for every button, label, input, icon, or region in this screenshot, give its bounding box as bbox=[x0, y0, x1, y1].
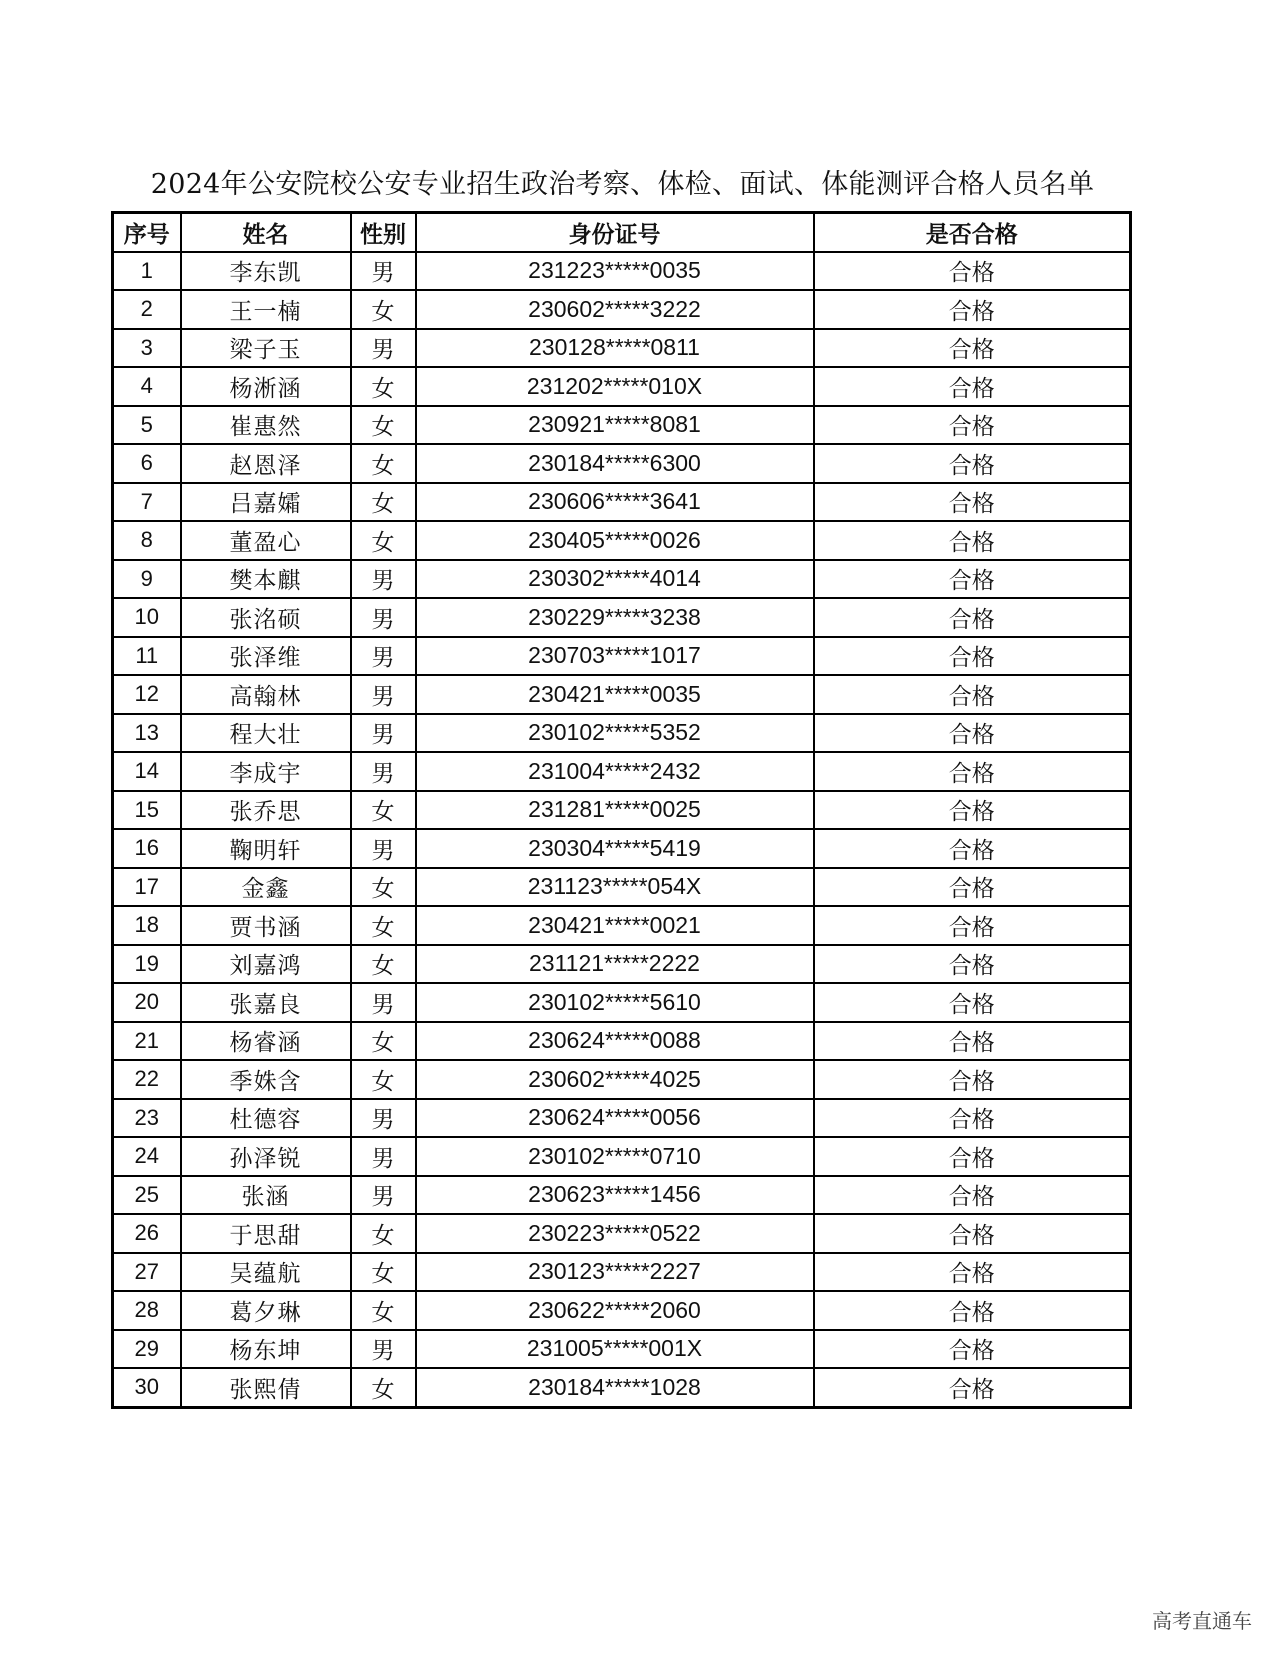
cell-no: 27 bbox=[113, 1253, 181, 1292]
cell-name: 金鑫 bbox=[181, 868, 351, 907]
cell-name: 杨东坤 bbox=[181, 1330, 351, 1369]
cell-result: 合格 bbox=[814, 906, 1131, 945]
cell-no: 13 bbox=[113, 714, 181, 753]
cell-result: 合格 bbox=[814, 598, 1131, 637]
table-row bbox=[113, 329, 1131, 368]
cell-name: 吕嘉孀 bbox=[181, 483, 351, 522]
cell-result: 合格 bbox=[814, 252, 1131, 291]
cell-no: 23 bbox=[113, 1099, 181, 1138]
cell-no: 24 bbox=[113, 1137, 181, 1176]
cell-no: 7 bbox=[113, 483, 181, 522]
cell-result: 合格 bbox=[814, 1176, 1131, 1215]
cell-no: 18 bbox=[113, 906, 181, 945]
cell-name: 高翰林 bbox=[181, 675, 351, 714]
cell-id-number: 230624*****0056 bbox=[416, 1099, 814, 1138]
cell-id-number: 230421*****0021 bbox=[416, 906, 814, 945]
cell-no: 4 bbox=[113, 367, 181, 406]
cell-result: 合格 bbox=[814, 791, 1131, 830]
table-row bbox=[113, 290, 1131, 329]
cell-gender: 女 bbox=[351, 1060, 416, 1099]
cell-gender: 男 bbox=[351, 1099, 416, 1138]
cell-no: 30 bbox=[113, 1368, 181, 1407]
cell-gender: 男 bbox=[351, 637, 416, 676]
cell-id-number: 231005*****001X bbox=[416, 1330, 814, 1369]
table-row bbox=[113, 1214, 1131, 1253]
cell-no: 17 bbox=[113, 868, 181, 907]
cell-result: 合格 bbox=[814, 1137, 1131, 1176]
header-name: 姓名 bbox=[181, 213, 351, 252]
qualified-list-table bbox=[111, 211, 1132, 1409]
cell-result: 合格 bbox=[814, 752, 1131, 791]
table-row bbox=[113, 752, 1131, 791]
table-row bbox=[113, 1368, 1131, 1407]
cell-result: 合格 bbox=[814, 444, 1131, 483]
cell-no: 2 bbox=[113, 290, 181, 329]
cell-id-number: 230703*****1017 bbox=[416, 637, 814, 676]
cell-gender: 女 bbox=[351, 1291, 416, 1330]
cell-gender: 男 bbox=[351, 560, 416, 599]
cell-gender: 女 bbox=[351, 791, 416, 830]
table-row bbox=[113, 675, 1131, 714]
cell-name: 李成宇 bbox=[181, 752, 351, 791]
cell-name: 张嘉良 bbox=[181, 983, 351, 1022]
cell-id-number: 230405*****0026 bbox=[416, 521, 814, 560]
table-row bbox=[113, 1330, 1131, 1369]
cell-id-number: 230421*****0035 bbox=[416, 675, 814, 714]
cell-name: 崔惠然 bbox=[181, 406, 351, 445]
cell-id-number: 230602*****3222 bbox=[416, 290, 814, 329]
cell-no: 11 bbox=[113, 637, 181, 676]
cell-id-number: 230304*****5419 bbox=[416, 829, 814, 868]
cell-result: 合格 bbox=[814, 1291, 1131, 1330]
cell-result: 合格 bbox=[814, 560, 1131, 599]
cell-result: 合格 bbox=[814, 637, 1131, 676]
table-row bbox=[113, 1099, 1131, 1138]
cell-result: 合格 bbox=[814, 829, 1131, 868]
cell-no: 3 bbox=[113, 329, 181, 368]
cell-gender: 男 bbox=[351, 252, 416, 291]
cell-no: 8 bbox=[113, 521, 181, 560]
cell-name: 张乔思 bbox=[181, 791, 351, 830]
table-row bbox=[113, 521, 1131, 560]
cell-id-number: 230622*****2060 bbox=[416, 1291, 814, 1330]
cell-id-number: 230606*****3641 bbox=[416, 483, 814, 522]
cell-no: 10 bbox=[113, 598, 181, 637]
cell-name: 孙泽锐 bbox=[181, 1137, 351, 1176]
cell-result: 合格 bbox=[814, 868, 1131, 907]
cell-gender: 男 bbox=[351, 1176, 416, 1215]
cell-id-number: 231281*****0025 bbox=[416, 791, 814, 830]
cell-id-number: 230229*****3238 bbox=[416, 598, 814, 637]
cell-name: 张泽维 bbox=[181, 637, 351, 676]
cell-id-number: 230184*****1028 bbox=[416, 1368, 814, 1407]
cell-name: 吴蕴航 bbox=[181, 1253, 351, 1292]
table-row bbox=[113, 945, 1131, 984]
cell-name: 樊本麒 bbox=[181, 560, 351, 599]
table-row bbox=[113, 367, 1131, 406]
cell-name: 王一楠 bbox=[181, 290, 351, 329]
cell-id-number: 230921*****8081 bbox=[416, 406, 814, 445]
cell-name: 刘嘉鸿 bbox=[181, 945, 351, 984]
cell-no: 22 bbox=[113, 1060, 181, 1099]
table-row bbox=[113, 483, 1131, 522]
cell-gender: 男 bbox=[351, 829, 416, 868]
cell-id-number: 230623*****1456 bbox=[416, 1176, 814, 1215]
cell-name: 杨淅涵 bbox=[181, 367, 351, 406]
cell-gender: 男 bbox=[351, 329, 416, 368]
table-row bbox=[113, 1060, 1131, 1099]
cell-gender: 女 bbox=[351, 1253, 416, 1292]
cell-no: 16 bbox=[113, 829, 181, 868]
cell-name: 张涵 bbox=[181, 1176, 351, 1215]
cell-name: 杜德容 bbox=[181, 1099, 351, 1138]
cell-result: 合格 bbox=[814, 714, 1131, 753]
cell-result: 合格 bbox=[814, 329, 1131, 368]
cell-result: 合格 bbox=[814, 1099, 1131, 1138]
cell-id-number: 230102*****5610 bbox=[416, 983, 814, 1022]
cell-gender: 女 bbox=[351, 290, 416, 329]
table-row bbox=[113, 1137, 1131, 1176]
cell-name: 梁子玉 bbox=[181, 329, 351, 368]
table-body bbox=[113, 252, 1131, 1408]
cell-no: 26 bbox=[113, 1214, 181, 1253]
cell-no: 6 bbox=[113, 444, 181, 483]
cell-gender: 女 bbox=[351, 367, 416, 406]
cell-result: 合格 bbox=[814, 675, 1131, 714]
table-row bbox=[113, 637, 1131, 676]
cell-result: 合格 bbox=[814, 367, 1131, 406]
cell-no: 21 bbox=[113, 1022, 181, 1061]
cell-name: 李东凯 bbox=[181, 252, 351, 291]
cell-result: 合格 bbox=[814, 521, 1131, 560]
cell-name: 程大壮 bbox=[181, 714, 351, 753]
cell-id-number: 230602*****4025 bbox=[416, 1060, 814, 1099]
header-no: 序号 bbox=[113, 213, 181, 252]
cell-gender: 女 bbox=[351, 945, 416, 984]
cell-name: 季姝含 bbox=[181, 1060, 351, 1099]
cell-no: 19 bbox=[113, 945, 181, 984]
header-gender: 性别 bbox=[351, 213, 416, 252]
cell-name: 鞠明轩 bbox=[181, 829, 351, 868]
cell-id-number: 230123*****2227 bbox=[416, 1253, 814, 1292]
table-row bbox=[113, 906, 1131, 945]
table-header-row bbox=[113, 213, 1131, 252]
cell-gender: 女 bbox=[351, 1368, 416, 1407]
cell-no: 9 bbox=[113, 560, 181, 599]
table-row bbox=[113, 252, 1131, 291]
cell-gender: 男 bbox=[351, 1330, 416, 1369]
table-row bbox=[113, 1253, 1131, 1292]
table-row bbox=[113, 983, 1131, 1022]
cell-id-number: 230102*****0710 bbox=[416, 1137, 814, 1176]
cell-gender: 女 bbox=[351, 868, 416, 907]
cell-gender: 男 bbox=[351, 598, 416, 637]
cell-gender: 女 bbox=[351, 444, 416, 483]
table-row bbox=[113, 1176, 1131, 1215]
table-row bbox=[113, 598, 1131, 637]
table-row bbox=[113, 791, 1131, 830]
cell-result: 合格 bbox=[814, 1253, 1131, 1292]
cell-name: 贾书涵 bbox=[181, 906, 351, 945]
cell-id-number: 231202*****010X bbox=[416, 367, 814, 406]
cell-gender: 女 bbox=[351, 1022, 416, 1061]
cell-name: 董盈心 bbox=[181, 521, 351, 560]
cell-result: 合格 bbox=[814, 1214, 1131, 1253]
table-row bbox=[113, 560, 1131, 599]
table-row bbox=[113, 1022, 1131, 1061]
cell-gender: 女 bbox=[351, 521, 416, 560]
cell-result: 合格 bbox=[814, 945, 1131, 984]
cell-id-number: 230184*****6300 bbox=[416, 444, 814, 483]
cell-id-number: 230223*****0522 bbox=[416, 1214, 814, 1253]
document-title: 2024年公安院校公安专业招生政治考察、体检、面试、体能测评合格人员名单 bbox=[150, 169, 1095, 200]
cell-gender: 男 bbox=[351, 714, 416, 753]
cell-name: 赵恩泽 bbox=[181, 444, 351, 483]
cell-no: 5 bbox=[113, 406, 181, 445]
cell-no: 12 bbox=[113, 675, 181, 714]
cell-result: 合格 bbox=[814, 290, 1131, 329]
cell-id-number: 230102*****5352 bbox=[416, 714, 814, 753]
cell-gender: 男 bbox=[351, 752, 416, 791]
cell-no: 15 bbox=[113, 791, 181, 830]
cell-name: 于思甜 bbox=[181, 1214, 351, 1253]
table-row bbox=[113, 868, 1131, 907]
header-result: 是否合格 bbox=[814, 213, 1131, 252]
cell-result: 合格 bbox=[814, 1330, 1131, 1369]
cell-no: 1 bbox=[113, 252, 181, 291]
cell-id-number: 230302*****4014 bbox=[416, 560, 814, 599]
cell-id-number: 231123*****054X bbox=[416, 868, 814, 907]
cell-result: 合格 bbox=[814, 1368, 1131, 1407]
cell-gender: 女 bbox=[351, 406, 416, 445]
cell-name: 杨睿涵 bbox=[181, 1022, 351, 1061]
header-id: 身份证号 bbox=[416, 213, 814, 252]
watermark-text: 高考直通车 bbox=[1152, 1609, 1252, 1633]
table-row bbox=[113, 1291, 1131, 1330]
cell-result: 合格 bbox=[814, 983, 1131, 1022]
cell-name: 葛夕琳 bbox=[181, 1291, 351, 1330]
cell-gender: 男 bbox=[351, 675, 416, 714]
cell-result: 合格 bbox=[814, 406, 1131, 445]
cell-gender: 女 bbox=[351, 483, 416, 522]
cell-id-number: 231121*****2222 bbox=[416, 945, 814, 984]
cell-id-number: 231223*****0035 bbox=[416, 252, 814, 291]
cell-no: 25 bbox=[113, 1176, 181, 1215]
cell-result: 合格 bbox=[814, 483, 1131, 522]
table-row bbox=[113, 406, 1131, 445]
cell-no: 14 bbox=[113, 752, 181, 791]
cell-id-number: 230624*****0088 bbox=[416, 1022, 814, 1061]
cell-gender: 男 bbox=[351, 983, 416, 1022]
cell-no: 28 bbox=[113, 1291, 181, 1330]
cell-gender: 女 bbox=[351, 906, 416, 945]
table-row bbox=[113, 829, 1131, 868]
cell-gender: 男 bbox=[351, 1137, 416, 1176]
cell-no: 29 bbox=[113, 1330, 181, 1369]
table-row bbox=[113, 444, 1131, 483]
cell-id-number: 231004*****2432 bbox=[416, 752, 814, 791]
cell-result: 合格 bbox=[814, 1022, 1131, 1061]
cell-result: 合格 bbox=[814, 1060, 1131, 1099]
cell-id-number: 230128*****0811 bbox=[416, 329, 814, 368]
cell-gender: 女 bbox=[351, 1214, 416, 1253]
table-row bbox=[113, 714, 1131, 753]
cell-name: 张熙倩 bbox=[181, 1368, 351, 1407]
cell-no: 20 bbox=[113, 983, 181, 1022]
cell-name: 张洺硕 bbox=[181, 598, 351, 637]
